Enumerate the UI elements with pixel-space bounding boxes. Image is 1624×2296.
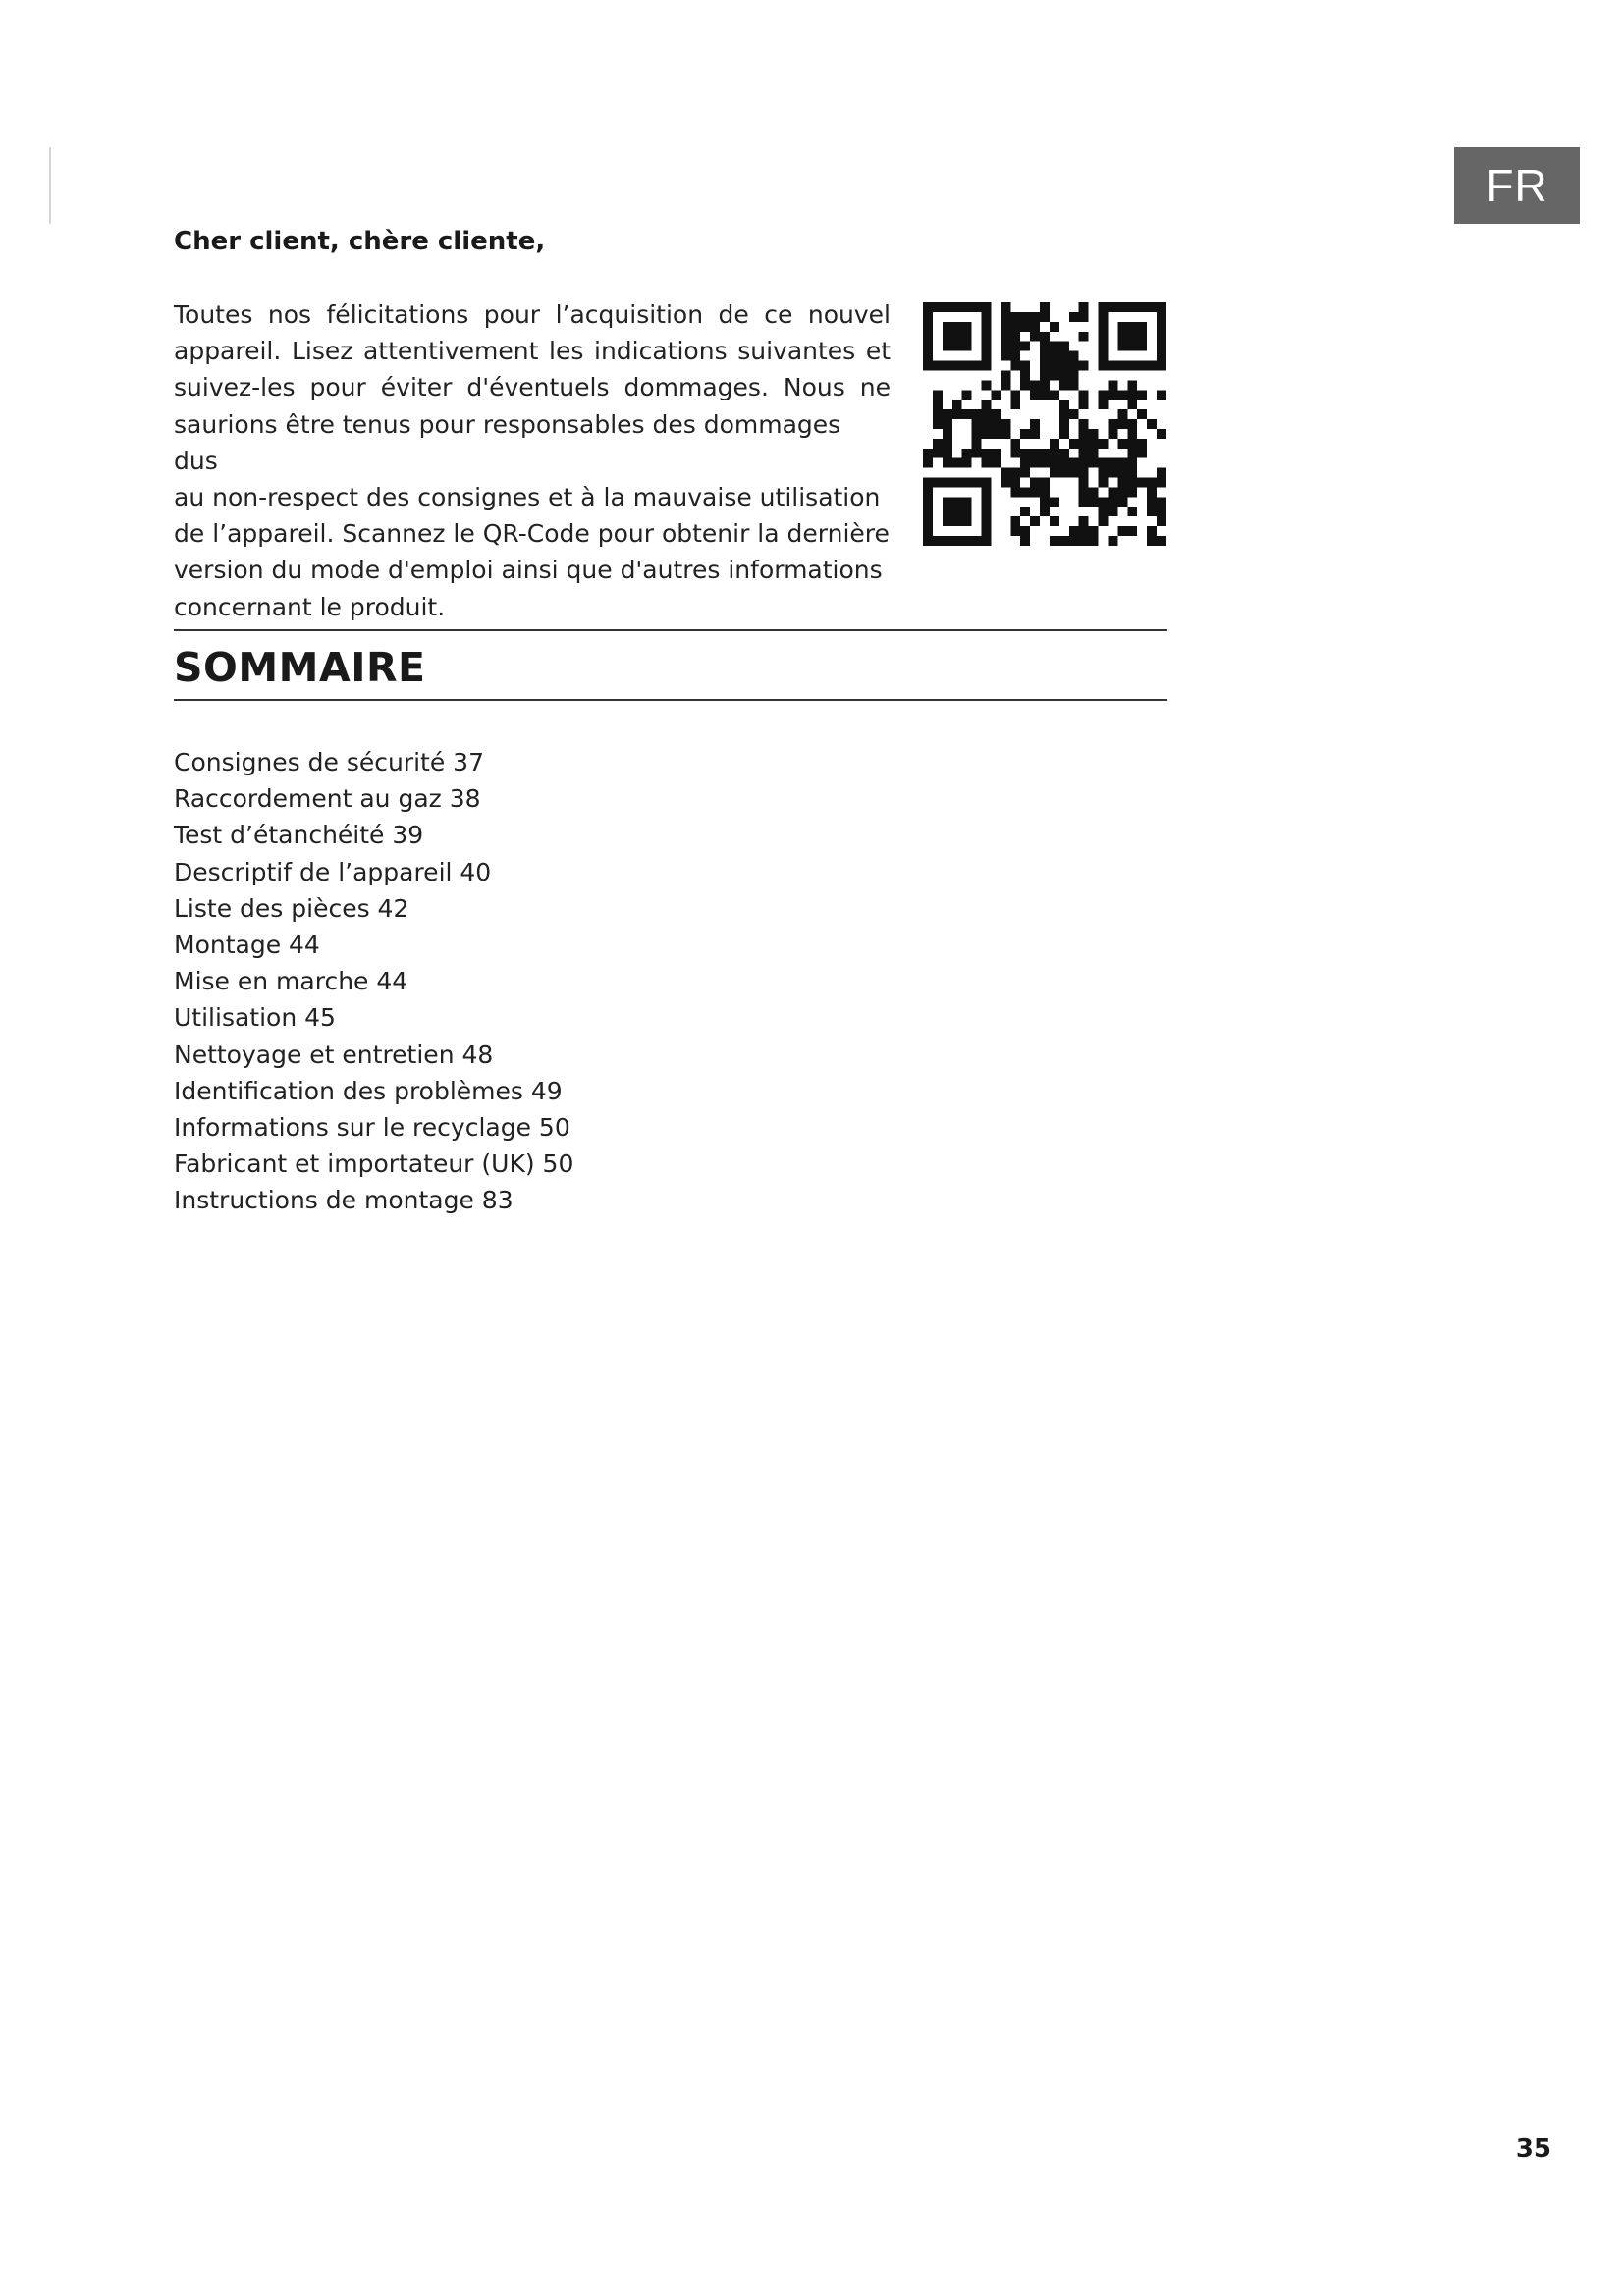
margin-marker (49, 147, 51, 224)
language-tab: FR (1454, 147, 1580, 224)
intro-line: concernant le produit. (174, 592, 446, 621)
intro-line: version du mode d'emploi ainsi que d'autres informations (174, 556, 883, 585)
toc-item: Liste des pièces 42 (174, 893, 409, 923)
toc-item: Descriptif de l’appareil 40 (174, 857, 492, 886)
toc-item: Montage 44 (174, 931, 320, 960)
toc-item: Informations sur le recyclage 50 (174, 1113, 570, 1143)
section-rule-bottom (174, 699, 1167, 701)
intro-line: saurions être tenus pour responsables des dommages dus (174, 409, 841, 475)
toc-item: Nettoyage et entretien 48 (174, 1040, 494, 1069)
toc-item: Identification des problèmes 49 (174, 1076, 563, 1105)
intro-paragraph (174, 296, 891, 625)
section-rule-top (174, 629, 1167, 631)
toc-title: SOMMAIRE (174, 644, 426, 691)
intro-line: appareil. Lisez attentivement les indications suivantes et (174, 337, 891, 366)
intro-line: suivez-les pour éviter d'éventuels dommages. Nous ne (174, 373, 891, 402)
intro-line: Toutes nos félicitations pour l’acquisition de ce nouvel (174, 300, 891, 329)
toc-item: Consignes de sécurité 37 (174, 748, 484, 776)
table-of-contents (174, 744, 573, 1219)
intro-line: de l’appareil. Scannez le QR-Code pour obtenir la dernière (174, 519, 890, 549)
toc-item: Mise en marche 44 (174, 967, 408, 996)
toc-item: Fabricant et importateur (UK) 50 (174, 1149, 574, 1179)
greeting: Cher client, chère cliente, (174, 227, 546, 256)
qr-code[interactable] (923, 302, 1166, 546)
toc-item: Raccordement au gaz 38 (174, 784, 481, 814)
toc-item: Utilisation 45 (174, 1003, 336, 1033)
toc-item: Instructions de montage 83 (174, 1186, 514, 1215)
page-number: 35 (1515, 2134, 1551, 2163)
toc-item: Test d’étanchéité 39 (174, 821, 424, 850)
intro-line: au non-respect des consignes et à la mauvaise utilisation (174, 483, 881, 512)
